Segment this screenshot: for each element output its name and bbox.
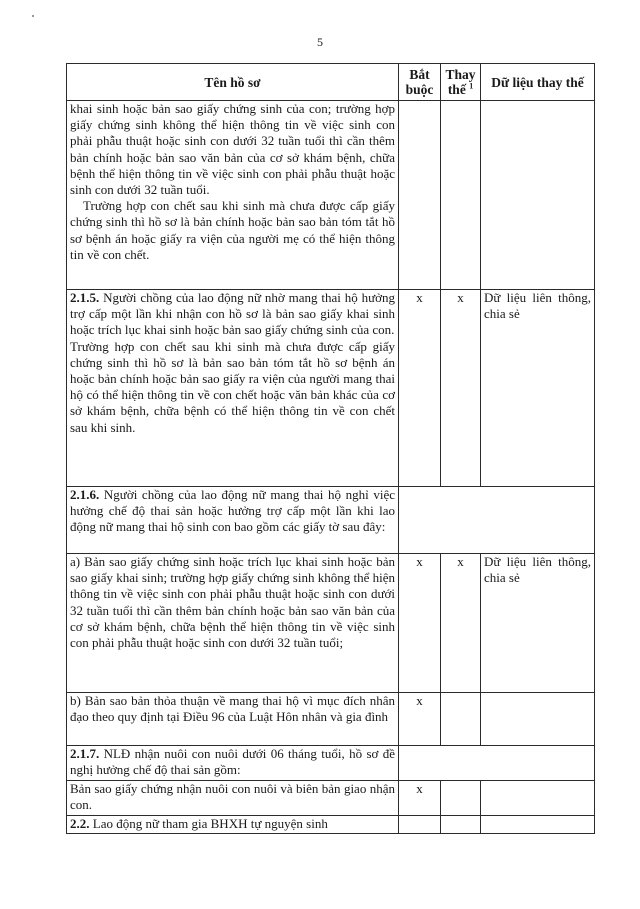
replace-cell <box>441 781 481 816</box>
replacement-data: Dữ liệu liên thông, chia sẻ <box>481 290 595 487</box>
replace-mark: x <box>441 290 481 487</box>
replace-cell <box>441 816 481 834</box>
table-row <box>67 781 595 816</box>
scan-speck <box>32 15 34 17</box>
required-mark: x <box>399 693 441 746</box>
row-content: a) Bản sao giấy chứng sinh hoặc trích lục khai sinh hoặc bản sao giấy khai sinh; trường hợp giấy chứng sinh không thể hiện thông tin về việc sinh con phải phẫu thuật hoặc sinh con dưới 32 tuần tuổi thì cần thêm bản chính hoặc bản sao văn bản của cơ sở khám bệnh, chữa bệnh thể hiện thông tin về việc sinh con phải phẫu thuật hoặc sinh con dưới 32 tuần tuổi; <box>67 554 399 693</box>
table-row <box>67 816 595 834</box>
row-content: b) Bản sao bản thỏa thuận về mang thai hộ vì mục đích nhân đạo theo quy định tại Điều 96 của Luật Hôn nhân và gia đình <box>67 693 399 746</box>
table-row <box>67 290 595 487</box>
header-data: Dữ liệu thay thế <box>481 64 595 101</box>
table-header-row <box>67 64 595 101</box>
row-content: Bản sao giấy chứng nhận nuôi con nuôi và biên bản giao nhận con. <box>67 781 399 816</box>
table-row <box>67 554 595 693</box>
required-mark: x <box>399 290 441 487</box>
required-mark: x <box>399 554 441 693</box>
page-number: 5 <box>317 35 323 49</box>
data-cell <box>481 101 595 290</box>
header-replace: Thay thế $^1$ <box>441 64 481 101</box>
table-row <box>67 101 595 290</box>
section-number: 2.2. <box>70 816 90 831</box>
header-required: Bắt buộc <box>399 64 441 101</box>
data-cell <box>481 693 595 746</box>
replace-cell <box>441 101 481 290</box>
row-content: khai sinh hoặc bản sao giấy chứng sinh của con; trường hợp giấy chứng sinh không thể hiện thông tin về việc sinh con phải phẫu thuật hoặc sinh con dưới 32 tuần tuổi thì cần thêm bản chính hoặc bản sao văn bản của cơ sở khám bệnh, chữa bệnh thể hiện thông tin về việc sinh con phải phẫu thuật hoặc sinh con dưới 32 tuần tuổi. Trường hợp con chết sau khi sinh mà chưa được cấp giấy chứng sinh thì hồ sơ là bản chính hoặc bản sao bản tóm tắt hồ sơ bệnh án hoặc giấy ra viện của người mẹ có thể hiện thông tin về con chết. <box>67 101 399 290</box>
data-cell <box>481 781 595 816</box>
replacement-data: Dữ liệu liên thông, chia sẻ <box>481 554 595 693</box>
merged-cell <box>399 746 595 781</box>
merged-cell <box>399 487 595 554</box>
replace-cell <box>441 693 481 746</box>
table-row <box>67 693 595 746</box>
row-content: 2.1.7. NLĐ nhận nuôi con nuôi dưới 06 tháng tuổi, hồ sơ đề nghị hưởng chế độ thai sản gồm: <box>67 746 399 781</box>
section-number: 2.1.7. <box>70 746 100 761</box>
data-cell <box>481 816 595 834</box>
required-cell <box>399 101 441 290</box>
section-number: 2.1.5. <box>70 290 100 305</box>
section-number: 2.1.6. <box>70 487 100 502</box>
row-content: 2.1.5. Người chồng của lao động nữ nhờ mang thai hộ hưởng trợ cấp một lần khi nhận con hồ sơ là bản sao giấy khai sinh hoặc trích lục khai sinh hoặc bản sao giấy chứng sinh của con. Trường hợp con chết sau khi sinh mà chưa được cấp giấy chứng sinh thì hồ sơ là bản sao bản tóm tắt hồ sơ bệnh án hoặc bản chính hoặc bản sao giấy ra viện của người mang thai hộ có thể hiện thông tin về con chết hoặc văn bản khác của cơ sở khám bệnh, chữa bệnh có thể hiện thông tin về con chết sau khi sinh. <box>67 290 399 487</box>
row-content: 2.2. Lao động nữ tham gia BHXH tự nguyện sinh <box>67 816 399 834</box>
table-row <box>67 746 595 781</box>
row-content: 2.1.6. Người chồng của lao động nữ mang thai hộ nghỉ việc hưởng chế độ thai sản hoặc hưởng trợ cấp một lần khi lao động nữ mang thai hộ sinh con bao gồm các giấy tờ sau đây: <box>67 487 399 554</box>
required-cell <box>399 816 441 834</box>
header-name: Tên hồ sơ <box>67 64 399 101</box>
document-table <box>66 63 595 834</box>
table-row <box>67 487 595 554</box>
required-mark: x <box>399 781 441 816</box>
replace-mark: x <box>441 554 481 693</box>
